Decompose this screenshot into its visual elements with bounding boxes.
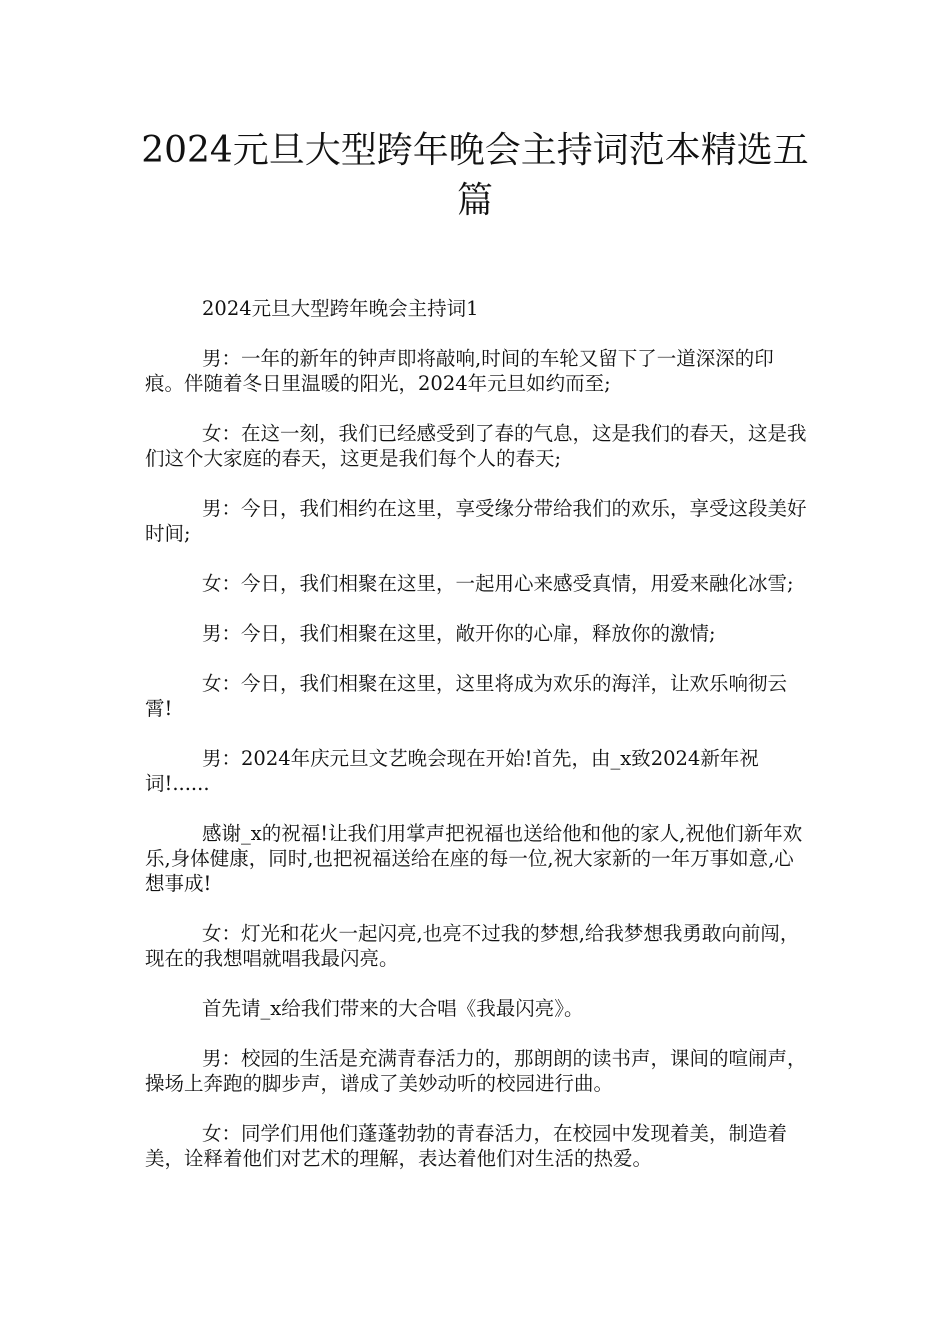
document-body [145,296,810,1196]
paragraph: 女：在这一刻，我们已经感受到了春的气息，这是我们的春天，这是我们这个大家庭的春天，这更是我们每个人的春天; [145,422,807,470]
paragraph: 首先请_x给我们带来的大合唱《我最闪亮》。 [202,997,584,1020]
paragraph: 女：同学们用他们蓬蓬勃勃的青春活力，在校园中发现着美，制造着美，诠释着他们对艺术的理解，表达着他们对生活的热爱。 [145,1122,788,1170]
paragraph: 男：2024年庆元旦文艺晚会现在开始!首先，由_x致2024新年祝词!...... [145,747,759,795]
paragraph: 女：今日，我们相聚在这里，这里将成为欢乐的海洋，让欢乐响彻云霄! [145,672,788,720]
document-title: 2024元旦大型跨年晚会主持词范本精选五篇 [141,130,809,221]
section-heading: 2024元旦大型跨年晚会主持词1 [202,297,479,320]
paragraph: 男：今日，我们相约在这里，享受缘分带给我们的欢乐，享受这段美好时间; [145,497,807,545]
paragraph: 男：校园的生活是充满青春活力的，那朗朗的读书声，课间的喧闹声，操场上奔跑的脚步声，谱成了美妙动听的校园进行曲。 [145,1047,807,1095]
paragraph: 女：灯光和花火一起闪亮,也亮不过我的梦想,给我梦想我勇敢向前闯，现在的我想唱就唱我最闪亮。 [145,922,800,970]
paragraph: 女：今日，我们相聚在这里，一起用心来感受真情，用爱来融化冰雪; [202,572,794,595]
paragraph: 男：一年的新年的钟声即将敲响,时间的车轮又留下了一道深深的印痕。伴随着冬日里温暖的阳光，2024年元旦如约而至; [145,347,774,395]
paragraph: 男：今日，我们相聚在这里，敞开你的心扉，释放你的激情; [202,622,716,645]
paragraph: 感谢_x的祝福!让我们用掌声把祝福也送给他和他的家人,祝他们新年欢乐,身体健康，同时,也把祝福送给在座的每一位,祝大家新的一年万事如意,心想事成! [145,822,803,895]
